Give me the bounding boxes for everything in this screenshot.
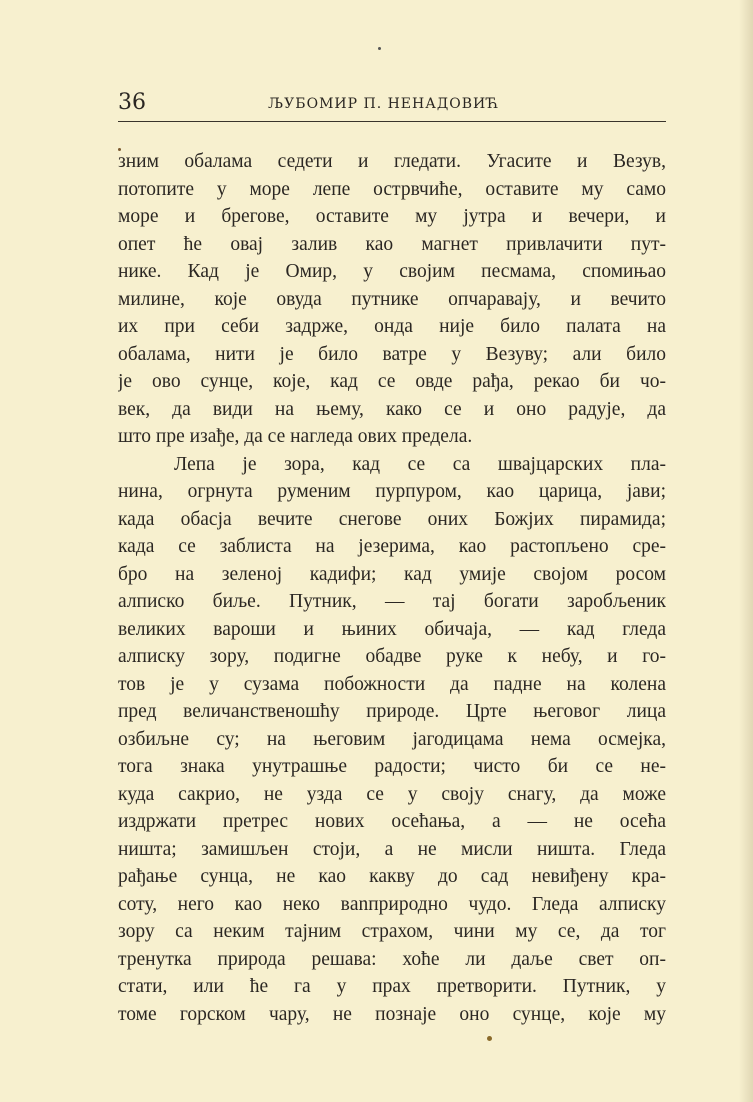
text-line: тога знака унутрашње радости; чисто би се не- [118, 756, 666, 777]
text-line: Лепа је зора, кад се са швајцарских пла- [174, 453, 666, 475]
text-line: је ово сунце, које, кад се овде рађа, рекао би чо- [118, 371, 666, 392]
text-line: потопите у море лепе острвчиће, оставите му само [118, 178, 666, 200]
speck-mark [118, 148, 121, 151]
text-line: стати, или ће га у прах претворити. Путник, у [118, 976, 666, 997]
text-line: алписко биље. Путник, — тај богати заробљеник [118, 591, 666, 612]
text-line: обалама, нити је било ватре у Везуву; али било [118, 343, 666, 365]
header-rule [118, 121, 666, 122]
text-line: бро на зеленој кадифи; кад умије својом росом [118, 563, 666, 585]
text-line: што пре изађе, да се нагледа ових предела. [118, 426, 473, 447]
text-line: тренутка природа решава: хоће ли даље свет оп- [118, 948, 666, 970]
running-head: ЉУБОМИР П. НЕНАДОВИЋ [268, 96, 500, 112]
text-line: пред величанственошћу природе. Црте његовог лица [118, 701, 666, 722]
text-line: нина, огрнута руменим пурпуром, као царица, јави; [118, 481, 666, 502]
page-header [118, 90, 668, 120]
speck-mark [487, 1036, 492, 1041]
text-line: зору са неким тајним страхом, чини му се, да тог [118, 921, 666, 942]
text-line: милине, које овуда путнике опчаравају, и вечито [118, 288, 666, 310]
page-edge-shadow [739, 0, 753, 1102]
text-line: море и брегове, оставите му јутра и вечери, и [118, 206, 666, 227]
text-line: када се заблиста на језерима, као растопљено сре- [118, 536, 666, 557]
text-line: рађање сунца, не као какву до сад невиђену кра- [118, 866, 666, 887]
body-text [118, 148, 666, 1028]
text-line: ништа; замишљен стоји, а не мисли ништа. Гледа [118, 838, 666, 860]
text-line: век, да види на њему, како се и оно радује, да [118, 398, 666, 420]
speck-mark [378, 47, 381, 50]
text-line: издржати претрес нових осећања, а — не осећа [118, 811, 666, 832]
text-line: када обасја вечите снегове оних Божјих пирамида; [118, 508, 666, 530]
text-line: алписку зору, подигне обадве руке к небу, и го- [118, 646, 666, 667]
text-line: опет ће овај залив као магнет привлачити пут- [118, 233, 666, 255]
text-line: куда сакрио, не узда се у своју снагу, да може [118, 783, 666, 805]
text-line: томе горском чару, не познаје оно сунце, које му [118, 1003, 666, 1025]
text-line: соту, него као неко вanприродно чудо. Гледа алписку [118, 893, 666, 915]
text-line: их при себи задрже, онда није било палата на [118, 316, 666, 337]
text-line: тов је у сузама побожности да падне на колена [118, 673, 666, 695]
text-line: зним обалама седети и гледати. Угасите и Везув, [118, 151, 666, 172]
text-line: нике. Кад је Омир, у својим песмама, спомињао [118, 261, 666, 282]
text-line: великих вароши и њиних обичаја, — кад гледа [118, 618, 666, 640]
page-number: 36 [118, 90, 146, 115]
text-line: озбиљне су; на његовим јагодицама нема осмејка, [118, 728, 666, 750]
